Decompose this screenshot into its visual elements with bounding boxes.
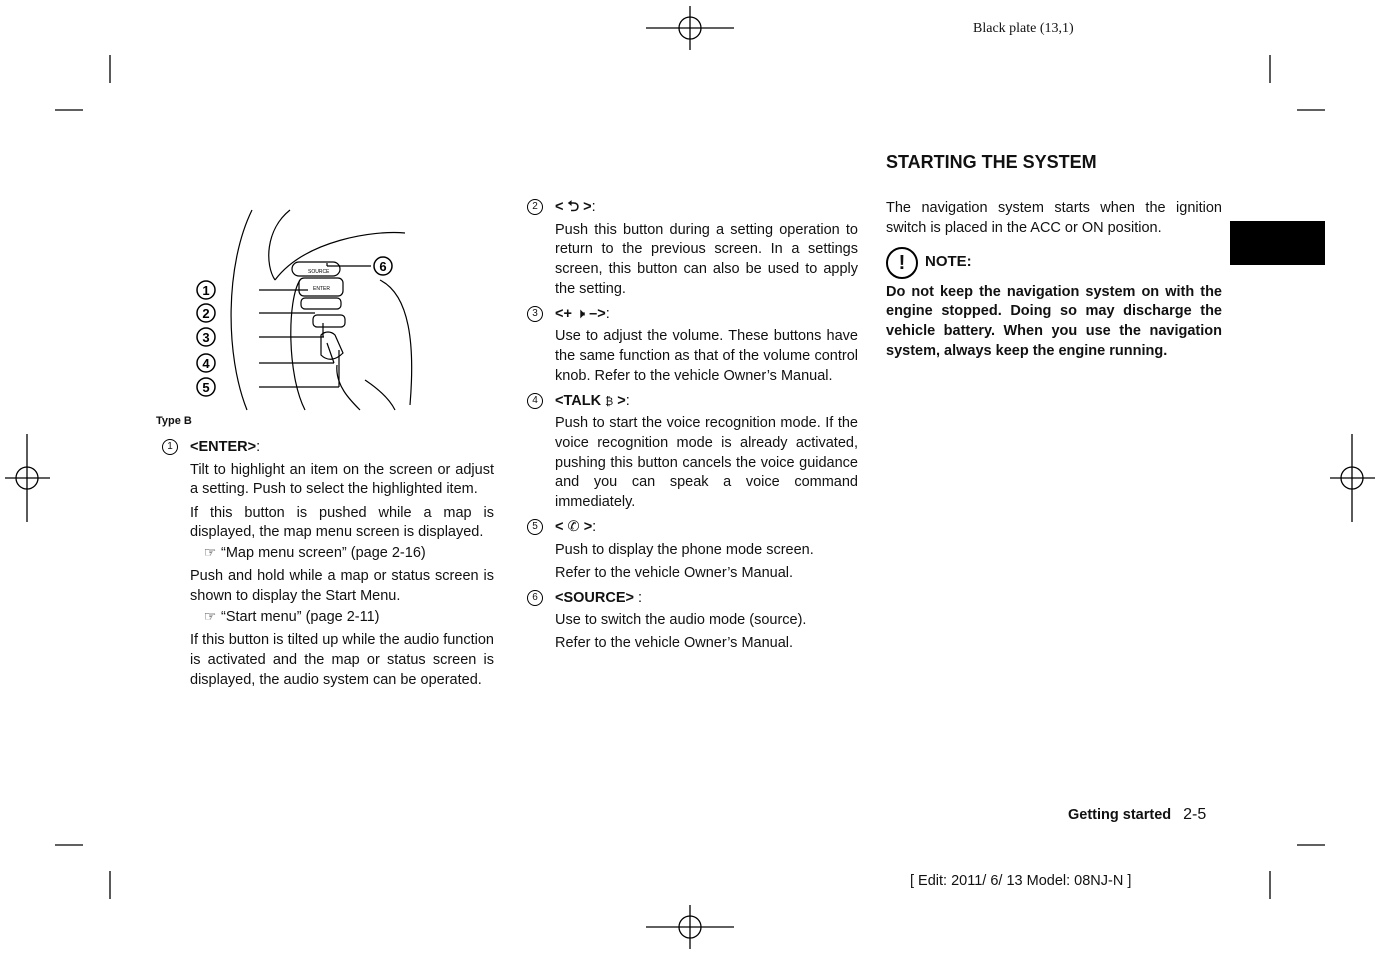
paragraph: If this button is pushed while a map is displayed, the map menu screen is displayed. (190, 504, 494, 541)
paragraph: Push and hold while a map or status screen is shown to display the Start Menu. (190, 568, 494, 605)
reference-text: “Start menu” (page 2-11) (221, 609, 380, 626)
pointing-hand-icon: ☞ (203, 608, 217, 625)
item-number: 2 (527, 199, 543, 215)
footer-section: Getting started (1068, 807, 1172, 823)
callout-3: 3 (202, 330, 210, 345)
phone-icon: ✆ (567, 519, 580, 536)
item-suffix: : (633, 589, 643, 606)
item-phone-heading (532, 517, 858, 537)
enter-button-label: ENTER (313, 286, 330, 292)
item-number: 6 (527, 590, 543, 606)
paragraph: Refer to the vehicle Owner’s Manual. (555, 564, 794, 581)
pointing-hand-icon: ☞ (203, 544, 217, 561)
item-enter-heading (167, 437, 494, 457)
item-suffix: : (256, 439, 261, 455)
item-suffix: : (592, 519, 597, 536)
page-number: 2-5 (1183, 806, 1207, 823)
item-title-end: > (583, 199, 592, 215)
reference-text: “Map menu screen” (page 2-16) (221, 545, 426, 562)
callout-5: 5 (202, 380, 210, 395)
callout-6: 6 (379, 259, 387, 274)
page-footer (1068, 806, 1206, 824)
speaker-icon: 🕨 (575, 305, 586, 322)
item-title-start: <+ (555, 305, 572, 322)
paragraph: Push to start the voice recognition mode. If the voice recognition mode is already activated, pushing this button cancels the voice guidance and you can speak a voice command immediately. (555, 415, 858, 511)
left-column (167, 437, 494, 691)
exclamation-icon: ! (886, 247, 918, 279)
item-volume-heading (532, 304, 858, 324)
paragraph: Push to display the phone mode screen. (555, 541, 814, 558)
source-button-label: SOURCE (308, 269, 330, 275)
voice-talk-icon: ₿ (605, 395, 614, 408)
paragraph: If this button is tilted up while the audio function is activated and the map or status screen is displayed, the audio system can be operated. (190, 632, 494, 688)
edit-line: [ Edit: 2011/ 6/ 13 Model: 08NJ-N ] (910, 873, 1132, 889)
callout-1: 1 (202, 283, 210, 298)
figure-caption: Type B (156, 415, 192, 427)
item-number: 5 (527, 519, 543, 535)
middle-column (532, 197, 858, 654)
item-number: 4 (527, 393, 543, 409)
section-title: STARTING THE SYSTEM (886, 152, 1097, 172)
item-suffix: : (605, 305, 610, 322)
steering-wheel-figure (155, 205, 425, 415)
paragraph: Use to switch the audio mode (source). (555, 612, 807, 629)
item-title: <SOURCE> (555, 589, 634, 606)
item-number: 3 (527, 306, 543, 322)
paragraph: Tilt to highlight an item on the screen or adjust a setting. Push to select the highlighted item. (190, 461, 494, 498)
item-title-end: > (583, 519, 593, 536)
paragraph: Use to adjust the volume. These buttons have the same function as that of the volume control knob. Refer to the vehicle Owner’s Manual. (555, 328, 858, 384)
item-talk-heading (532, 391, 858, 411)
item-suffix: : (591, 199, 596, 215)
item-title-start: < (555, 199, 564, 215)
cross-reference[interactable] (190, 607, 494, 628)
chapter-tab (1230, 221, 1325, 265)
right-column (886, 150, 1222, 362)
item-title-end: –> (589, 305, 606, 322)
paragraph: Push this button during a setting operation to return to the previous screen. In a settings screen, this button can also be used to apply the setting. (555, 221, 858, 297)
note-label: NOTE: (925, 252, 972, 270)
item-title-end: > (617, 392, 626, 409)
cross-reference[interactable] (190, 543, 494, 564)
item-number: 1 (162, 439, 178, 455)
item-title-start: <TALK (555, 392, 602, 409)
item-suffix: : (625, 392, 630, 409)
item-title-start: < (555, 519, 564, 536)
back-arrow-icon: ⮌ (567, 199, 580, 215)
item-source-heading (532, 588, 858, 608)
paragraph: Refer to the vehicle Owner’s Manual. (555, 635, 794, 652)
callout-2: 2 (202, 306, 210, 321)
callout-4: 4 (202, 356, 210, 371)
note-text: Do not keep the navigation system on with the engine stopped. Doing so may discharge the vehicle battery. When you use the navigation system, always keep the engine running. (886, 283, 1222, 359)
note-header (886, 247, 1222, 283)
plate-label: Black plate (13,1) (973, 21, 1074, 36)
item-title: <ENTER> (190, 439, 257, 455)
paragraph: The navigation system starts when the ignition switch is placed in the ACC or ON position. (886, 200, 1222, 236)
item-back-heading (532, 197, 858, 217)
